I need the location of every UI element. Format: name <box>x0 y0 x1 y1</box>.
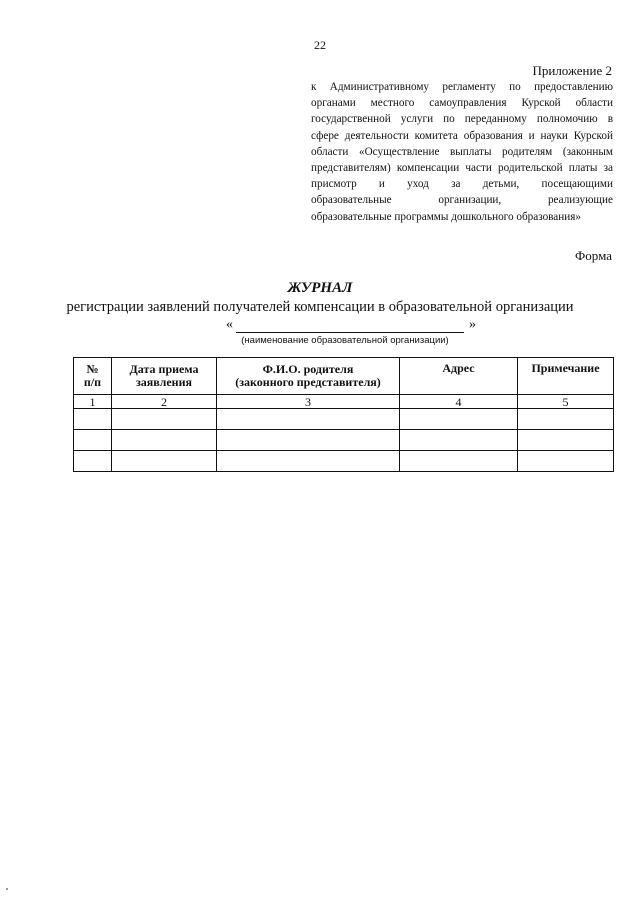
blank-underline <box>236 332 464 333</box>
appendix-line: к Административному регламенту по предоставлению <box>311 81 613 93</box>
column-number: 2 <box>112 395 217 409</box>
table-row <box>74 409 614 430</box>
table-cell <box>217 451 400 472</box>
header-name <box>217 358 400 395</box>
header-line: Дата приема <box>129 362 199 376</box>
header-line: Адрес <box>442 361 475 375</box>
header-address <box>400 358 518 395</box>
organization-caption: (наименование образовательной организации) <box>241 335 449 346</box>
table-cell <box>518 451 614 472</box>
table-cell <box>400 409 518 430</box>
table-cell <box>217 430 400 451</box>
appendix-line: присмотр и уход за детьми, посещающими <box>311 178 613 191</box>
header-line: Примечание <box>531 361 600 375</box>
column-number-row <box>74 395 614 409</box>
appendix-line: органами местного самоуправления Курской области <box>311 97 613 110</box>
appendix-line: государственной услуги по переданному полномочию в <box>311 113 613 126</box>
table-header-row <box>74 358 614 395</box>
table-cell <box>112 430 217 451</box>
appendix-line: представителям) компенсации части родительской платы за <box>311 162 613 175</box>
organization-name-field <box>226 317 476 335</box>
quote-close: » <box>469 317 476 332</box>
table-cell <box>217 409 400 430</box>
scan-speck <box>6 888 8 890</box>
header-line: п/п <box>83 375 102 389</box>
header-line: заявления <box>135 375 192 389</box>
column-number: 1 <box>74 395 112 409</box>
page-number: 22 <box>314 38 326 52</box>
table-cell <box>74 430 112 451</box>
column-number: 3 <box>217 395 400 409</box>
appendix-line: образовательные организации, реализующие <box>311 194 613 207</box>
table-cell <box>518 409 614 430</box>
table-cell <box>400 430 518 451</box>
header-number <box>74 358 112 395</box>
table-cell <box>112 451 217 472</box>
journal-table <box>73 357 614 472</box>
table-cell <box>112 409 217 430</box>
journal-title: ЖУРНАЛ <box>287 280 353 296</box>
appendix-line: образовательные программы дошкольного образования» <box>311 210 581 223</box>
table-row <box>74 451 614 472</box>
table-row <box>74 430 614 451</box>
form-label: Форма <box>575 248 612 263</box>
appendix-text <box>311 79 613 225</box>
appendix-line: сфере деятельности комитета образования и науки Курской <box>311 129 613 142</box>
table-cell <box>518 430 614 451</box>
table-cell <box>74 451 112 472</box>
appendix-title: Приложение 2 <box>532 63 612 78</box>
table-cell <box>400 451 518 472</box>
header-note <box>518 358 614 395</box>
header-line: № <box>86 362 99 376</box>
header-line: (законного представителя) <box>235 375 381 389</box>
header-date <box>112 358 217 395</box>
quote-open: « <box>226 317 233 332</box>
appendix-line: области «Осуществление выплаты родителям (законным <box>311 145 613 158</box>
table-cell <box>74 409 112 430</box>
header-line: Ф.И.О. родителя <box>262 362 354 376</box>
column-number: 4 <box>400 395 518 409</box>
journal-subtitle: регистрации заявлений получателей компенсации в образовательной организации <box>66 299 574 315</box>
column-number: 5 <box>518 395 614 409</box>
